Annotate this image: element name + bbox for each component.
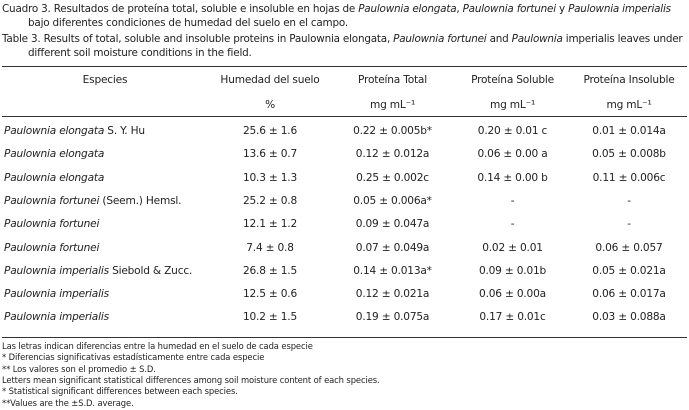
footnote-line: * Diferencias significativas estadísticamente entre cada especie bbox=[2, 352, 265, 363]
table-row-species bbox=[4, 195, 181, 207]
caption-es-sep-2: y bbox=[555, 3, 569, 15]
header-species: Especies bbox=[82, 74, 128, 86]
cell-soluble-protein: 0.20 ± 0.01 c bbox=[477, 125, 548, 137]
caption-english bbox=[2, 32, 683, 46]
species-name: Paulownia imperialis bbox=[4, 311, 109, 323]
cell-insoluble-protein: 0.11 ± 0.006c bbox=[592, 172, 666, 184]
header-soil-moisture: Humedad del suelo bbox=[220, 74, 320, 86]
cell-soil-moisture: 13.6 ± 0.7 bbox=[242, 148, 298, 160]
caption-spanish-line-2: bajo diferentes condiciones de humedad del suelo en el campo. bbox=[28, 17, 348, 29]
cell-insoluble-protein: 0.06 ± 0.057 bbox=[595, 242, 663, 254]
cell-insoluble-protein: 0.03 ± 0.088a bbox=[592, 311, 666, 323]
caption-english-line-2: different soil moisture conditions in the field. bbox=[28, 47, 252, 59]
cell-soluble-protein: 0.06 ± 0.00 a bbox=[477, 148, 548, 160]
caption-en-mid: and bbox=[486, 33, 512, 45]
species-name: Paulownia elongata bbox=[4, 125, 105, 137]
cell-soil-moisture: 12.1 ± 1.2 bbox=[242, 218, 298, 230]
cell-insoluble-protein: 0.06 ± 0.017a bbox=[592, 288, 666, 300]
table-row-species bbox=[4, 125, 145, 137]
cell-soil-moisture: 10.2 ± 1.5 bbox=[242, 311, 298, 323]
cell-total-protein: 0.09 ± 0.047a bbox=[355, 218, 430, 230]
footnote-line: ** Los valores son el promedio ± S.D. bbox=[2, 363, 156, 374]
species-name: Paulownia elongata bbox=[4, 172, 105, 184]
species-name: Paulownia elongata bbox=[4, 148, 105, 160]
cell-soil-moisture: 7.4 ± 0.8 bbox=[246, 242, 294, 254]
table-row-species bbox=[4, 288, 109, 300]
cell-soluble-protein: - bbox=[510, 195, 515, 207]
caption-en-prefix: Table 3. Results of total, soluble and insoluble proteins in Paulownia elongata, bbox=[2, 33, 394, 45]
cell-soluble-protein: - bbox=[510, 218, 515, 230]
table-bottom-rule bbox=[2, 337, 687, 338]
cell-total-protein: 0.22 ± 0.005b* bbox=[353, 125, 432, 137]
cell-total-protein: 0.12 ± 0.012a bbox=[355, 148, 430, 160]
table-row-species bbox=[4, 172, 104, 184]
table-top-rule bbox=[2, 66, 687, 67]
table-header-rule bbox=[2, 116, 687, 117]
cell-total-protein: 0.12 ± 0.021a bbox=[355, 288, 430, 300]
table-row-species bbox=[4, 242, 99, 254]
cell-insoluble-protein: 0.01 ± 0.014a bbox=[592, 125, 666, 137]
cell-soil-moisture: 25.2 ± 0.8 bbox=[242, 195, 298, 207]
caption-spanish bbox=[2, 2, 671, 16]
cell-total-protein: 0.05 ± 0.006a* bbox=[353, 195, 432, 207]
caption-es-species-1: Paulownia elongata bbox=[358, 3, 457, 15]
caption-en-species-2: Paulownia bbox=[511, 33, 563, 45]
unit-total-protein: mg mL⁻¹ bbox=[369, 99, 416, 111]
footnote-line: Letters mean significant statistical differences among soil moisture content of each species. bbox=[2, 374, 380, 385]
header-total-protein: Proteína Total bbox=[358, 74, 427, 86]
footnote-line: * Statistical significant differences between each species. bbox=[2, 386, 238, 397]
cell-soil-moisture: 26.8 ± 1.5 bbox=[242, 265, 298, 277]
cell-soluble-protein: 0.09 ± 0.01b bbox=[478, 265, 547, 277]
caption-es-sep-1: , bbox=[456, 3, 463, 15]
cell-soil-moisture: 10.3 ± 1.3 bbox=[242, 172, 298, 184]
unit-insoluble-protein: mg mL⁻¹ bbox=[606, 99, 652, 111]
table-row-species bbox=[4, 218, 99, 230]
cell-soluble-protein: 0.17 ± 0.01c bbox=[479, 311, 546, 323]
header-insoluble-protein: Proteína Insoluble bbox=[583, 74, 675, 86]
species-name: Paulownia imperialis bbox=[4, 265, 109, 277]
unit-soil-moisture: % bbox=[265, 99, 275, 111]
species-name: Paulownia fortunei bbox=[4, 218, 100, 230]
table-row-species bbox=[4, 265, 192, 277]
caption-en-suffix: imperialis leaves under bbox=[562, 33, 683, 45]
cell-total-protein: 0.25 ± 0.002c bbox=[356, 172, 429, 184]
cell-insoluble-protein: - bbox=[627, 195, 631, 207]
species-authority: (Seem.) Hemsl. bbox=[99, 195, 182, 207]
species-name: Paulownia fortunei bbox=[4, 242, 100, 254]
cell-total-protein: 0.14 ± 0.013a* bbox=[353, 265, 432, 277]
cell-insoluble-protein: - bbox=[627, 218, 631, 230]
cell-total-protein: 0.07 ± 0.049a bbox=[355, 242, 430, 254]
table-row-species bbox=[4, 148, 104, 160]
cell-soluble-protein: 0.02 ± 0.01 bbox=[482, 242, 543, 254]
species-authority: Siebold & Zucc. bbox=[108, 265, 193, 277]
caption-es-species-2: Paulownia fortunei bbox=[462, 3, 556, 15]
cell-insoluble-protein: 0.05 ± 0.008b bbox=[592, 148, 666, 160]
species-name: Paulownia fortunei bbox=[4, 195, 100, 207]
footnote-line: **Values are the ±S.D. average. bbox=[2, 397, 134, 408]
cell-soil-moisture: 25.6 ± 1.6 bbox=[242, 125, 298, 137]
caption-es-species-3: Paulownia imperialis bbox=[568, 3, 671, 15]
species-name: Paulownia imperialis bbox=[4, 288, 109, 300]
cell-total-protein: 0.19 ± 0.075a bbox=[355, 311, 430, 323]
footnote-line: Las letras indican diferencias entre la humedad en el suelo de cada especie bbox=[2, 341, 313, 351]
cell-soil-moisture: 12.5 ± 0.6 bbox=[242, 288, 298, 300]
cell-soluble-protein: 0.14 ± 0.00 b bbox=[477, 172, 548, 184]
caption-es-prefix: Cuadro 3. Resultados de proteína total, soluble e insoluble en hojas de bbox=[2, 3, 359, 15]
unit-soluble-protein: mg mL⁻¹ bbox=[489, 99, 536, 111]
cell-insoluble-protein: 0.05 ± 0.021a bbox=[592, 265, 666, 277]
caption-en-species: Paulownia fortunei bbox=[393, 33, 487, 45]
cell-soluble-protein: 0.06 ± 0.00a bbox=[479, 288, 546, 300]
header-soluble-protein: Proteína Soluble bbox=[471, 74, 554, 86]
table-row-species bbox=[4, 311, 109, 323]
species-authority: S. Y. Hu bbox=[104, 125, 145, 137]
